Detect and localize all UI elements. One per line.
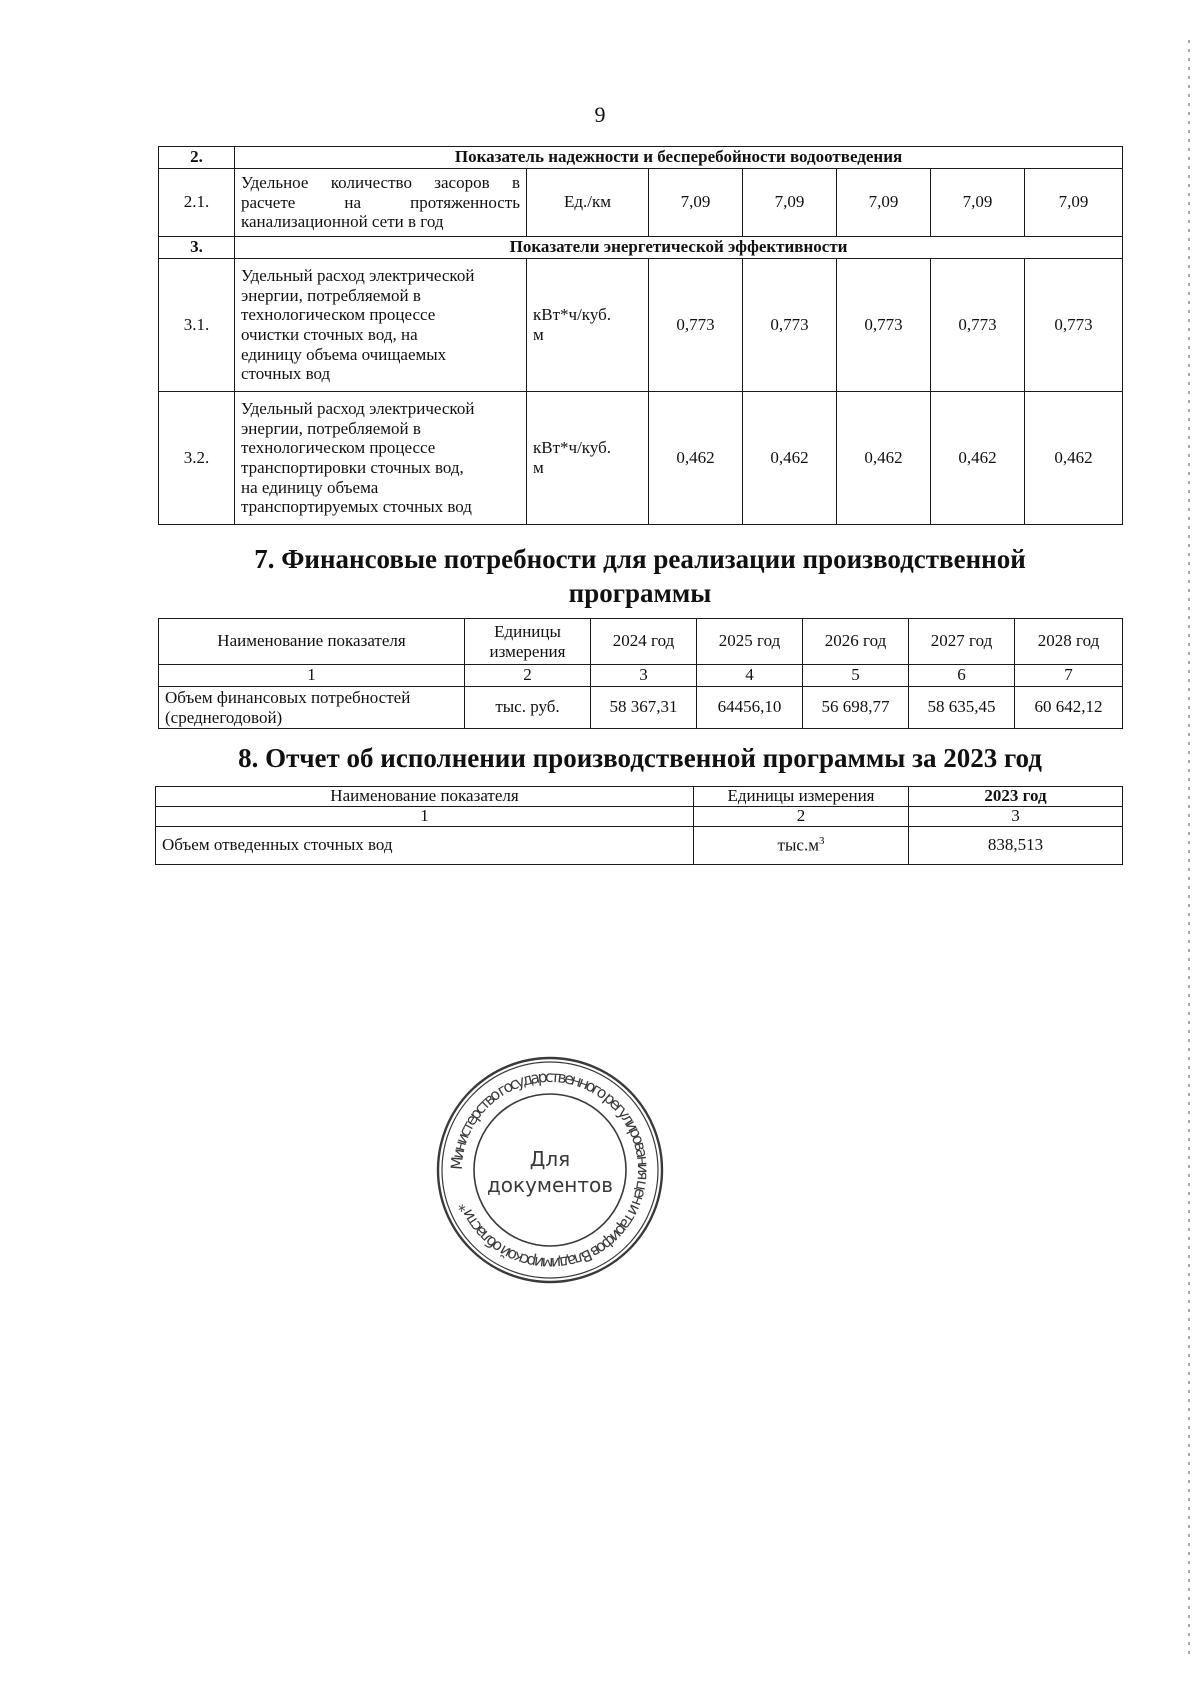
name-line: расчете на протяженность [241, 192, 520, 212]
row-number: 3.1. [159, 259, 235, 392]
scan-edge-artifact [1188, 40, 1190, 1660]
column-number: 2 [465, 665, 591, 687]
column-number: 1 [156, 807, 694, 827]
name-line: очистки сточных вод, на [241, 325, 418, 344]
value-cell: 0,462 [837, 392, 931, 525]
name-line: технологическом процессе [241, 305, 436, 325]
table-row [159, 169, 1123, 237]
table-row [159, 687, 1123, 729]
section-number: 3. [159, 237, 235, 259]
financial-needs-table [158, 618, 1123, 729]
row-number: 3.2. [159, 392, 235, 525]
section-8-title: 8. Отчет об исполнении производственной программы за 2023 год [238, 743, 1042, 773]
indicator-name [235, 259, 527, 392]
value-cell: 0,773 [1025, 259, 1123, 392]
column-header: 2026 год [803, 619, 909, 665]
table-row [159, 259, 1123, 392]
name-line: (среднегодовой) [165, 707, 283, 727]
stamp-ring-text: Министерство государственного регулирования цен и тарифов Владимирской области * [447, 1067, 653, 1273]
name-line: канализационной сети в год [241, 212, 444, 232]
column-header: 2023 год [909, 787, 1123, 807]
value-cell: 838,513 [909, 827, 1123, 865]
name-line: транспортировки сточных вод, [241, 458, 464, 477]
value-cell: 7,09 [931, 169, 1025, 237]
name-line: сточных вод [241, 364, 331, 384]
stamp-center-line2: документов [486, 1173, 614, 1197]
unit-cell [694, 827, 909, 865]
unit-line: м [533, 325, 544, 344]
unit-line: кВт*ч/куб. [533, 305, 611, 325]
column-number-row [156, 807, 1123, 827]
section-title: Показатель надежности и бесперебойности водоотведения [235, 147, 1123, 169]
section-7-title [150, 543, 1130, 611]
section-title: Показатели энергетической эффективности [235, 237, 1123, 259]
row-number: 2.1. [159, 169, 235, 237]
column-number: 6 [909, 665, 1015, 687]
column-number: 3 [909, 807, 1123, 827]
value-cell: 58 367,31 [591, 687, 697, 729]
indicator-name [235, 169, 527, 237]
column-header: 2027 год [909, 619, 1015, 665]
column-header: 2025 год [697, 619, 803, 665]
column-number: 7 [1015, 665, 1123, 687]
name-line: Удельный расход электрической [241, 399, 475, 419]
name-line: транспортируемых сточных вод [241, 497, 472, 517]
unit-superscript: 3 [818, 835, 825, 848]
program-report-table [155, 786, 1123, 865]
column-number-row [159, 665, 1123, 687]
value-cell: 0,462 [743, 392, 837, 525]
unit-line: м [533, 458, 544, 477]
column-header: Наименование показателя [159, 619, 465, 665]
value-cell: 7,09 [837, 169, 931, 237]
section-row [159, 237, 1123, 259]
table-row [159, 392, 1123, 525]
name-line: энергии, потребляемой в [241, 285, 421, 305]
name-line: Объем финансовых потребностей [165, 687, 411, 707]
unit-line: кВт*ч/куб. [533, 438, 611, 458]
value-cell: 56 698,77 [803, 687, 909, 729]
column-number: 2 [694, 807, 909, 827]
section-7-title-line2: программы [568, 577, 712, 608]
indicator-name [159, 687, 465, 729]
value-cell: 0,773 [837, 259, 931, 392]
unit-cell [527, 259, 649, 392]
indicators-table [158, 146, 1123, 525]
column-header: 2024 год [591, 619, 697, 665]
name-line: технологическом процессе [241, 438, 436, 458]
value-cell: 60 642,12 [1015, 687, 1123, 729]
value-cell: 0,462 [1025, 392, 1123, 525]
value-cell: 7,09 [649, 169, 743, 237]
header-row [159, 619, 1123, 665]
column-header: Единицы измерения [694, 787, 909, 807]
official-stamp [430, 1050, 670, 1290]
value-cell: 7,09 [743, 169, 837, 237]
header-line: Единицы [494, 621, 561, 641]
value-cell: 7,09 [1025, 169, 1123, 237]
section-7-title-line1: 7. Финансовые потребности для реализации производственной [254, 544, 1026, 574]
indicator-name [235, 392, 527, 525]
name-line: Удельный расход электрической [241, 266, 475, 286]
stamp-center-line1: Для [529, 1147, 571, 1171]
value-cell: 0,773 [931, 259, 1025, 392]
unit-cell [527, 392, 649, 525]
column-number: 3 [591, 665, 697, 687]
name-line: на единицу объема [241, 477, 379, 497]
name-line: Удельное количество засоров в [241, 173, 520, 193]
page-number: 9 [594, 102, 606, 127]
column-header-units [465, 619, 591, 665]
unit-text: тыс.м [777, 835, 819, 855]
name-line: единицу объема очищаемых [241, 344, 447, 364]
value-cell: 0,462 [931, 392, 1025, 525]
column-number: 5 [803, 665, 909, 687]
name-line: энергии, потребляемой в [241, 418, 421, 438]
column-number: 1 [159, 665, 465, 687]
value-cell: 58 635,45 [909, 687, 1015, 729]
value-cell: 0,462 [649, 392, 743, 525]
column-header: 2028 год [1015, 619, 1123, 665]
column-header: Наименование показателя [156, 787, 694, 807]
value-cell: 64456,10 [697, 687, 803, 729]
indicator-name: Объем отведенных сточных вод [156, 827, 694, 865]
value-cell: 0,773 [649, 259, 743, 392]
header-line: измерения [489, 641, 566, 661]
unit-cell: Ед./км [527, 169, 649, 237]
header-row [156, 787, 1123, 807]
section-number: 2. [159, 147, 235, 169]
section-row [159, 147, 1123, 169]
value-cell: 0,773 [743, 259, 837, 392]
unit-cell: тыс. руб. [465, 687, 591, 729]
table-row [156, 827, 1123, 865]
column-number: 4 [697, 665, 803, 687]
